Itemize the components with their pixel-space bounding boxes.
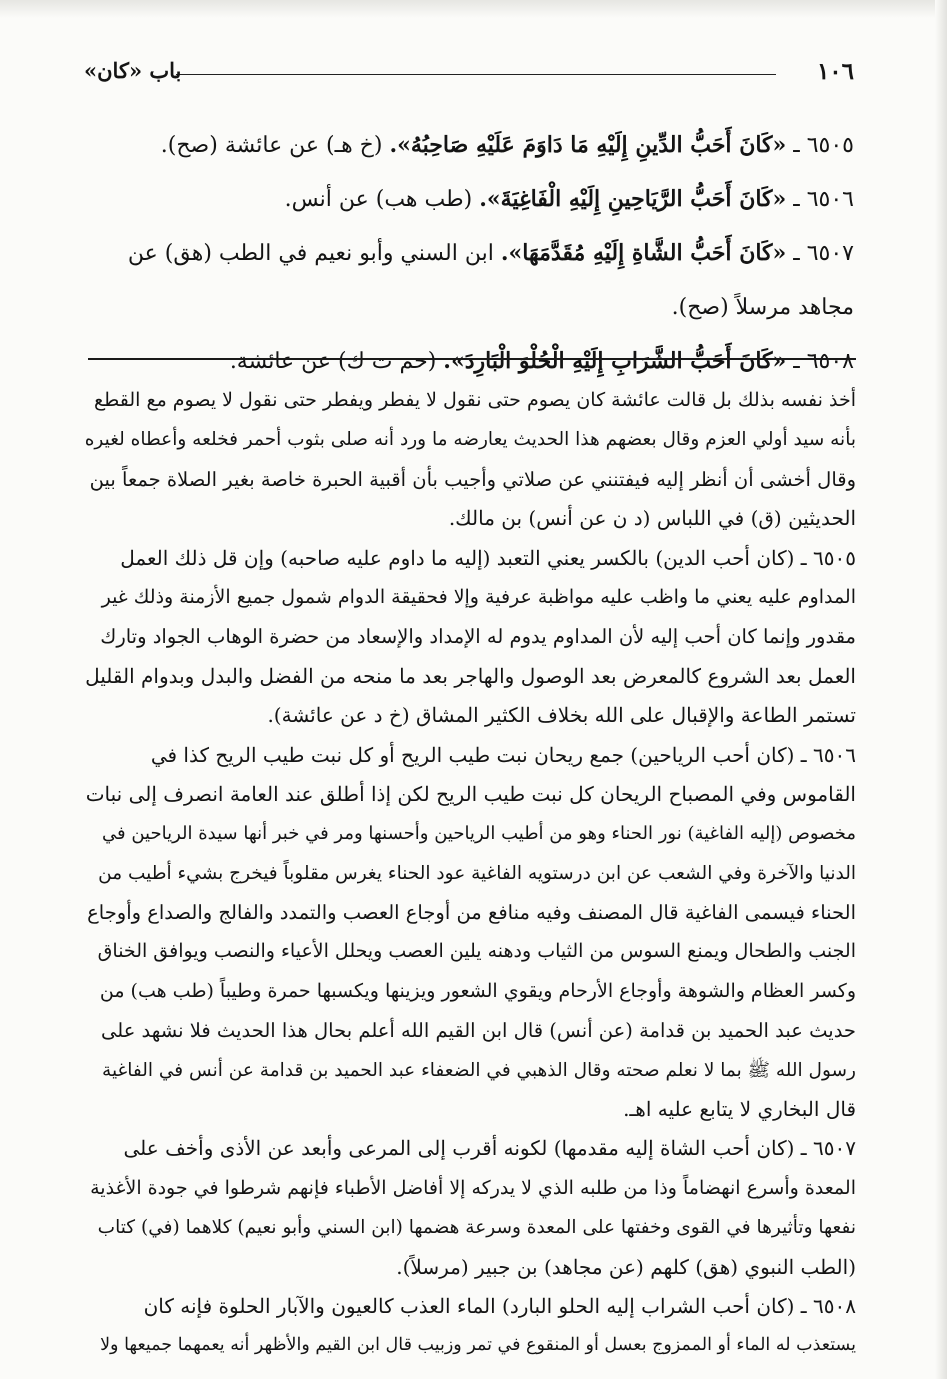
commentary-line: تستمر الطاعة والإقبال على الله بخلاف الكثير المشاق (خ د عن عائشة). [267,703,856,728]
commentary-line: حديث عبد الحميد بن قدامة (عن أنس) قال ابن القيم الله أعلم بحال هذا الحديث فلا نشهد على [100,1019,856,1043]
commentary-line: أخذ نفسه بذلك بل قالت عائشة كان يصوم حتى نقول لا يفطر ويفطر حتى نقول لا يصوم مع القطع [94,389,856,411]
commentary [84,381,856,1366]
commentary-line: يستعذب له الماء أو الممزوج بعسل أو المنقوع في تمر وزبيب قال ابن القيم والأظهر أنه يعمهما جميعها ولا [100,1335,856,1356]
hadith-text: «كَانَ أَحَبُّ الرَّيَاحِينِ إِلَيْهِ الْفَاغِيَةَ». [479,186,787,212]
hadith-source: ابن السني وأبو نعيم في الطب (هق) عن [127,241,494,266]
commentary-line: ٦٥٠٦ ـ (كان أحب الرياحين) جمع ريحان نبت طيب الريح أو كل نبت طيب الريح كذا في [150,742,856,767]
scan-edge-right [935,0,947,1379]
commentary-line: ٦٥٠٨ ـ (كان أحب الشراب إليه الحلو البارد) الماء العذب كالعيون والآبار الحلوة فإنه كان [143,1293,856,1318]
section-divider [88,358,856,360]
hadith-text: «كَانَ أَحَبُّ الدِّينِ إِلَيْهِ مَا دَاوَمَ عَلَيْهِ صَاحِبُهُ». [389,132,787,158]
hadith-entry [84,118,854,172]
hadith-number: ٦٥٠٦ ـ [793,187,854,212]
hadith-source: (خ هـ) عن عائشة (صح). [160,133,383,158]
hadith-list [84,118,854,388]
commentary-line: مخصوص (إليه الفاغية) نور الحناء وهو من أطيب الرياحين وأحسنها ومر في خبر أنها سيدة الرياحين في [102,823,856,845]
commentary-line: الجنب والطحال ويمنع السوس من الثياب ودهنه يلين العصب ويحلل الأعياء والنصب ويوافق الخناق [97,940,856,963]
commentary-line: بأنه سيد أولي العزم وقال بعضهم هذا الحديث يعارضه ما ورد أنه صلى بثوب أحمر فخلعه وأعطاه لغيره [84,429,856,451]
hadith-text: «كَانَ أَحَبُّ الشَّاةِ إِلَيْهِ مُقَدَّمَهَا». [500,240,787,266]
commentary-line: المعدة وأسرع انهضاماً وذا من طلبه الذي لا يدركه إلا أفاضل الأطباء فإنهم شرطوا في جودة الأغذية [90,1176,856,1199]
hadith-source: مجاهد مرسلاً (صح). [671,295,854,320]
commentary-line: المداوم عليه يعني ما واظب عليه مواظبة عرفية وإلا فحقيقة الدوام شمول جميع الأزمنة وذلك غير [101,585,856,608]
commentary-line: الدنيا والآخرة وفي الشعب عن ابن درستويه الفاغية عود الحناء يغرس مقلوباً فيخرج بشيء أطيب من [98,862,856,884]
commentary-line: وقال أخشى أن أنظر إليه فيفتنني عن صلاتي وأجيب بأن أقبية الحبرة خاصة بغير الصلاة جمعاً بين [89,467,856,491]
commentary-line: نفعها وتأثيرها في القوى وخفتها على المعدة وسرعة هضمها (ابن السني وأبو نعيم) كلاهما (في) كتاب [97,1217,856,1239]
hadith-text: «كَانَ أَحَبُّ الشَّرَابِ إِلَيْهِ الْحُلْوَ الْبَارِدَ». [443,348,787,374]
hadith-entry [84,172,854,226]
hadith-source: (حم ت ك) عن عائشة. [229,349,437,374]
hadith-number: ٦٥٠٧ ـ [793,241,854,266]
page-header [84,58,854,92]
hadith-number: ٦٥٠٥ ـ [793,133,854,158]
hadith-entry-continuation [84,280,854,334]
hadith-entry [84,226,854,280]
page-number: ١٠٦ [816,58,854,85]
commentary-line: (الطب النبوي (هق) كلهم (عن مجاهد) بن جبير (مرسلاً). [396,1254,856,1279]
hadith-source: (طب هب) عن أنس. [284,187,473,212]
hadith-number: ٦٥٠٨ ـ [793,349,854,374]
commentary-line: ٦٥٠٧ ـ (كان أحب الشاة إليه مقدمها) لكونه أقرب إلى المرعى وأبعد عن الأذى وأخف على [123,1136,856,1161]
commentary-line: الحديثين (ق) في اللباس (د ن عن أنس) بن مالك. [448,506,856,531]
scan-edge [0,0,947,18]
commentary-line: القاموس وفي المصباح الريحان كل نبت طيب الريح لكن إذا أطلق عند العامة انصرف إلى نبات [85,781,856,806]
hadith-entry [84,334,854,388]
commentary-line: الحناء فيسمى الفاغية قال المصنف وفيه منافع من أوجاع العصب والتمدد والفالج والصداع وأوجاع [87,901,856,925]
commentary-line: مقدور وإنما كان أحب إليه لأن المداوم يدوم له الإمداد والإسعاد من حضرة الوهاب الجواد وتارك [100,625,856,649]
header-rule [176,74,776,75]
commentary-line: رسول الله ﷺ بما لا نعلم صحته وقال الذهبي في الضعفاء عبد الحميد بن قدامة عن أنس في الفاغية [102,1059,856,1081]
commentary-line: ٦٥٠٥ ـ (كان أحب الدين) بالكسر يعني التعبد (إليه ما داوم عليه صاحبه) وإن قل ذلك العمل [120,545,856,570]
chapter-title: باب «كان» [84,58,182,83]
commentary-line: قال البخاري لا يتابع عليه اهـ. [623,1097,856,1122]
commentary-line: العمل بعد الشروع كالمعرض بعد الوصول والهاجر بعد ما منحه من الفضل والبدل وبدوام القليل [85,663,856,688]
commentary-line: وكسر العظام والشوهة وأوجاع الأرحام ويقوي الشعور ويزينها ويكسبها حمرة وطيباً (طب هب) من [99,979,856,1002]
